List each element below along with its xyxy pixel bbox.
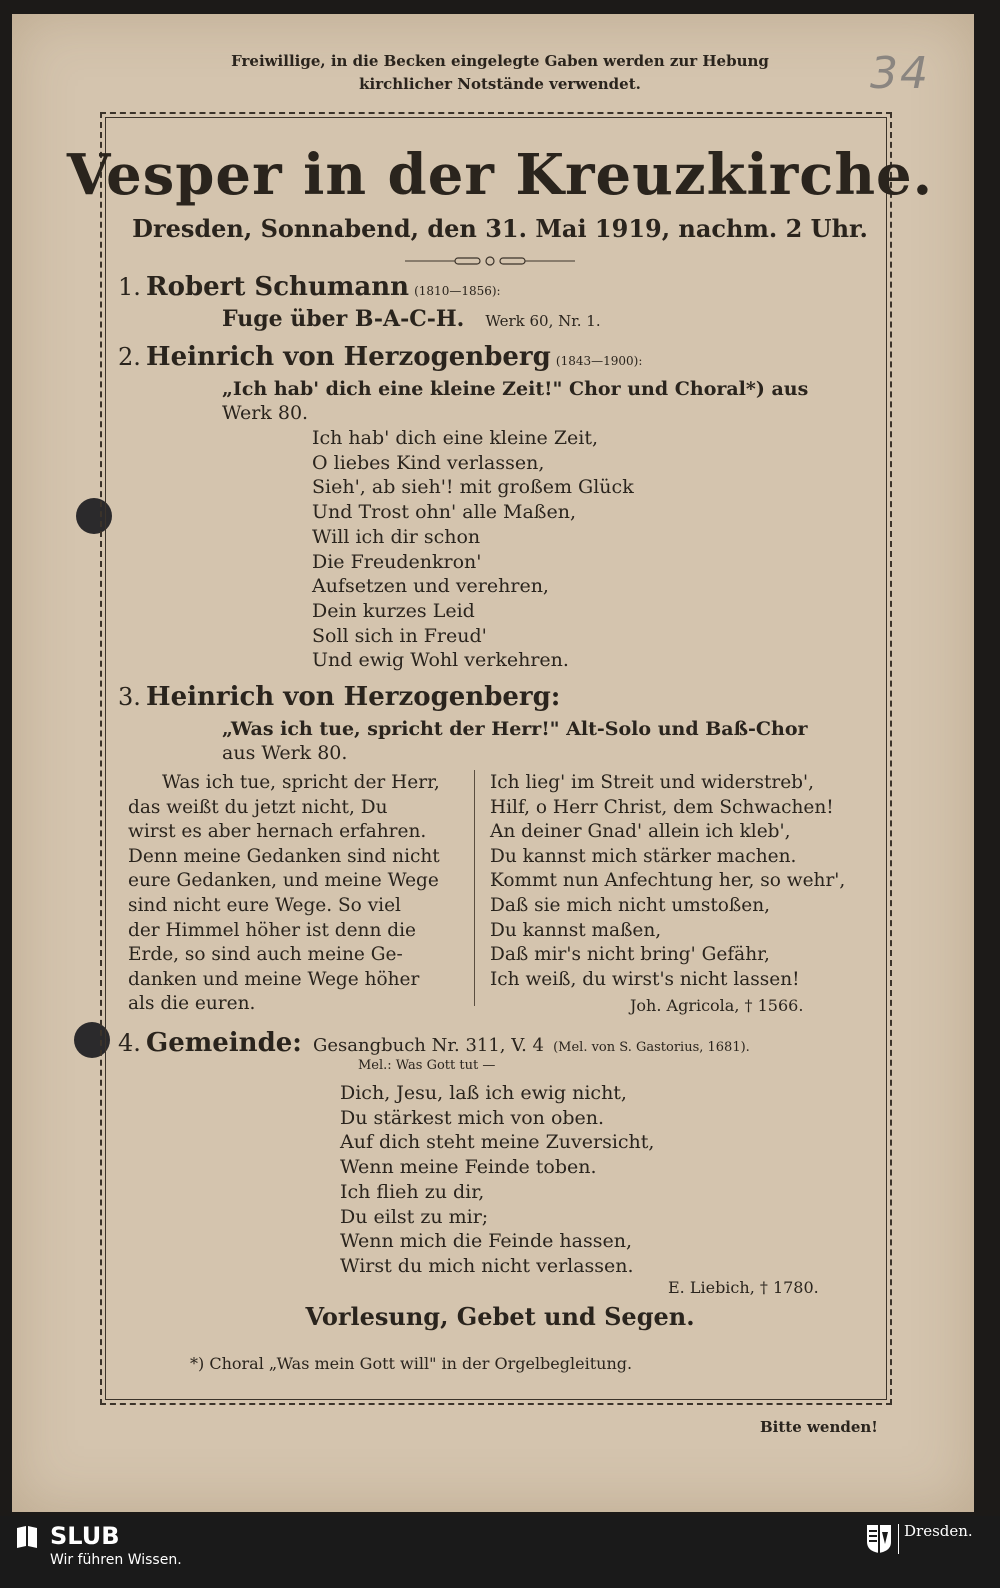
- program-item-1: [118, 272, 501, 302]
- book-icon: [14, 1524, 40, 1550]
- text-line: das weißt du jetzt nicht, Du: [128, 796, 388, 818]
- composer-name: Heinrich von Herzogenberg:: [146, 682, 561, 712]
- verse-line: Aufsetzen und verehren,: [312, 575, 549, 598]
- congregation-label: Gemeinde:: [146, 1028, 302, 1058]
- verse-line: Ich hab' dich eine kleine Zeit,: [312, 427, 599, 449]
- work-title: Fuge über B-A-C-H.: [222, 306, 465, 332]
- item-3-work-line1: „Was ich tue, spricht der Herr!" Alt-Solo und Baß-Chor: [222, 718, 808, 740]
- composer-name: Heinrich von Herzogenberg: [146, 342, 551, 372]
- text-line: danken und meine Wege höher: [128, 968, 420, 990]
- item-3-work-line2: aus Werk 80.: [222, 742, 348, 764]
- verse-line: Wenn meine Feinde toben.: [340, 1156, 597, 1179]
- verse-line: Sieh', ab sieh'! mit großem Glück: [312, 476, 634, 499]
- donation-notice-line2: kirchlicher Notstände verwendet.: [359, 75, 641, 93]
- verse-line: Wenn mich die Feinde hassen,: [340, 1230, 633, 1253]
- item-number: 2.: [118, 343, 141, 371]
- column-divider: [474, 770, 475, 1006]
- handwritten-page-number: 34: [870, 48, 930, 99]
- hymnbook-reference: Gesangbuch Nr. 311, V. 4: [313, 1035, 544, 1056]
- melody-credit: (Mel. von S. Gastorius, 1681).: [553, 1040, 750, 1055]
- item-number: 4.: [118, 1029, 141, 1057]
- program-item-2: [118, 342, 642, 372]
- verse-line: Und ewig Wohl verkehren.: [312, 649, 569, 672]
- text-line: An deiner Gnad' allein ich kleb',: [490, 821, 791, 843]
- page-title: Vesper in der Kreuzkirche.: [66, 142, 934, 208]
- verse-line: Will ich dir schon: [312, 525, 481, 548]
- text-line: Ich weiß, du wirst's nicht lassen!: [490, 968, 800, 990]
- slub-tagline: Wir führen Wissen.: [50, 1552, 182, 1568]
- text-line: Du kannst mich stärker machen.: [490, 845, 797, 867]
- event-date: Dresden, Sonnabend, den 31. Mai 1919, nachm. 2 Uhr.: [132, 214, 868, 243]
- text-line: Du kannst maßen,: [490, 919, 662, 941]
- program-item-4: [118, 1028, 750, 1058]
- text-line: Denn meine Gedanken sind nicht: [128, 845, 440, 867]
- verse-line: Auf dich steht meine Zuversicht,: [340, 1131, 655, 1154]
- donation-notice-line1: Freiwillige, in die Becken eingelegte Gaben werden zur Hebung: [231, 52, 769, 70]
- item-4-verse: [340, 1081, 654, 1279]
- verse-line: O liebes Kind verlassen,: [312, 451, 545, 474]
- item-1-work: [222, 306, 601, 332]
- verse-line: Ich flieh zu dir,: [340, 1180, 485, 1203]
- verse-line: Dein kurzes Leid: [312, 599, 475, 622]
- verse-line: Wirst du mich nicht verlassen.: [340, 1254, 634, 1277]
- text-line: Hilf, o Herr Christ, dem Schwachen!: [490, 796, 834, 818]
- text-line: Daß mir's nicht bring' Gefähr,: [490, 944, 770, 966]
- text-line: als die euren.: [128, 993, 256, 1015]
- item-2-verse: [312, 426, 634, 673]
- text-line: wirst es aber hernach erfahren.: [128, 821, 427, 843]
- slub-logo-text: SLUB: [50, 1522, 120, 1550]
- verse-line: Du stärkest mich von oben.: [340, 1106, 605, 1129]
- text-line: der Himmel höher ist denn die: [128, 919, 416, 941]
- verse-line: Soll sich in Freud': [312, 624, 487, 647]
- footer-separator: [898, 1524, 899, 1554]
- text-line: Kommt nun Anfechtung her, so wehr',: [490, 870, 846, 892]
- text-line: Ich lieg' im Streit und widerstreb',: [490, 772, 814, 793]
- text-line: Was ich tue, spricht der Herr,: [162, 772, 440, 793]
- text-line: Erde, so sind auch meine Ge-: [128, 944, 403, 966]
- closing-line: Vorlesung, Gebet und Segen.: [305, 1302, 695, 1331]
- coat-of-arms-icon: [866, 1524, 892, 1554]
- item-4-attribution: E. Liebich, † 1780.: [668, 1278, 819, 1297]
- melody-name: Mel.: Was Gott tut —: [358, 1058, 496, 1073]
- item-number: 3.: [118, 683, 141, 711]
- turn-page-note: Bitte wenden!: [760, 1418, 878, 1436]
- verse-line: Und Trost ohn' alle Maßen,: [312, 501, 577, 524]
- composer-name: Robert Schumann: [146, 272, 410, 302]
- dresden-logo-text: Dresden.: [904, 1522, 973, 1540]
- verse-line: Dich, Jesu, laß ich ewig nicht,: [340, 1082, 627, 1104]
- item-3-hymn-column: [490, 771, 880, 992]
- item-2-work-line1: „Ich hab' dich eine kleine Zeit!" Chor und Choral*) aus: [222, 378, 809, 400]
- footer-bar: [0, 1516, 1000, 1588]
- item-2-work-line2: Werk 80.: [222, 402, 309, 424]
- item-3-scripture-column: [128, 771, 463, 1017]
- program-item-3: [118, 682, 560, 712]
- text-line: Daß sie mich nicht umstoßen,: [490, 894, 771, 916]
- verse-line: Die Freudenkron': [312, 550, 482, 573]
- item-3-attribution: Joh. Agricola, † 1566.: [630, 996, 804, 1015]
- text-line: sind nicht eure Wege. So viel: [128, 894, 401, 916]
- composer-years: (1810—1856):: [414, 284, 501, 298]
- item-number: 1.: [118, 273, 141, 301]
- composer-years: (1843—1900):: [555, 354, 643, 368]
- footnote: *) Choral „Was mein Gott will" in der Orgelbegleitung.: [190, 1354, 633, 1373]
- verse-line: Du eilst zu mir;: [340, 1205, 489, 1228]
- text-line: eure Gedanken, und meine Wege: [128, 870, 439, 892]
- ornament-divider: [405, 256, 575, 266]
- work-opus: Werk 60, Nr. 1.: [485, 312, 601, 330]
